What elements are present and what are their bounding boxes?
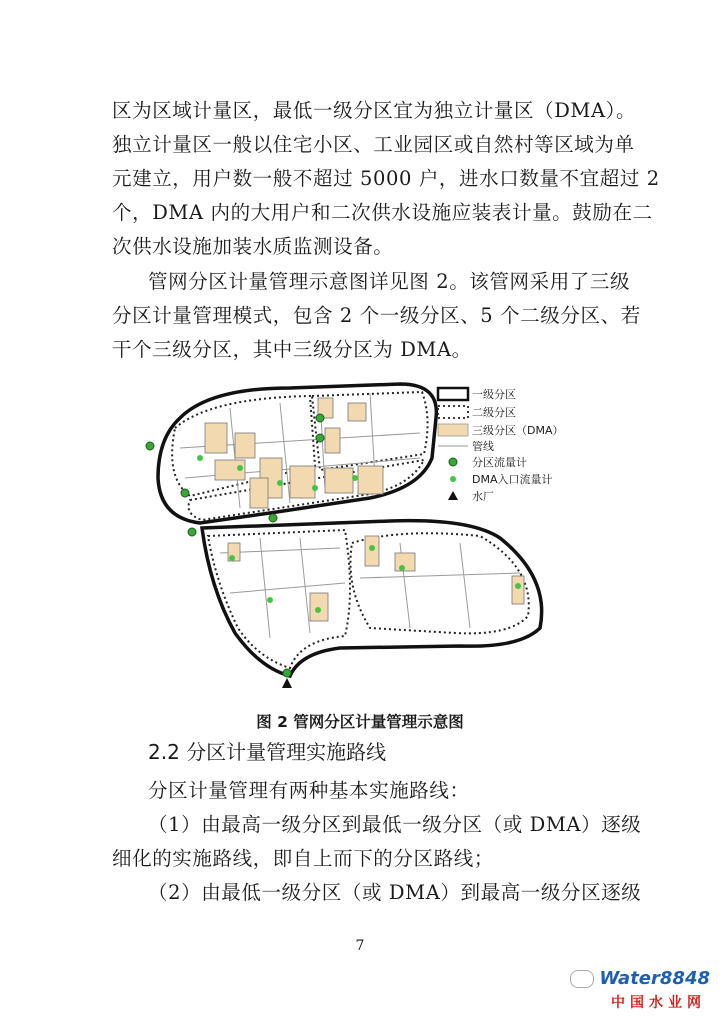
zone-meter [316,434,324,442]
dma-meter [267,597,273,603]
legend-level3: 三级分区（DMA） [472,424,564,437]
legend-pipe: 管线 [472,440,494,453]
legend [438,387,564,503]
zone-meter [188,528,196,536]
dma-meter [315,607,321,613]
legend-swatch-level2 [438,406,468,418]
zone-meter [269,514,277,522]
body-line-2: （1）由最高一级分区到最低一级分区（或 DMA）逐级 [148,813,642,836]
legend-plant: 水厂 [472,490,494,503]
body-line-4: （2）由最低一级分区（或 DMA）到最高一级分区逐级 [148,881,642,904]
legend-swatch-level1 [438,388,468,400]
zoning-figure [140,378,600,690]
dma-meter [515,583,521,589]
legend-level1: 一级分区 [472,388,516,401]
dma-meter [352,475,358,481]
level1-zone-north [158,384,436,523]
legend-dma-meter: DMA入口流量计 [472,473,553,486]
dma-meter [229,555,235,561]
legend-level2: 二级分区 [472,406,516,419]
figure-caption: 图 2 管网分区计量管理示意图 [256,713,464,731]
zoning-map [140,378,600,690]
watermark-top: Water8848 [599,968,710,989]
watermark-bottom: 中国水业网 [611,995,706,1011]
paragraph-line-6: 管网分区计量管理示意图详见图 2。该管网采用了三级 [148,270,631,293]
dma-meter [369,545,375,551]
dma-meter [399,565,405,571]
section-heading: 2.2 分区计量管理实施路线 [148,740,387,764]
legend-swatch-zone-meter [449,458,457,466]
paragraph-line-7: 分区计量管理模式，包含 2 个一级分区、5 个二级分区、若 [112,304,641,327]
legend-swatch-dma-meter [450,476,456,482]
legend-swatch-dma [438,424,468,436]
paragraph-line-4: 个，DMA 内的大用户和二次供水设施应装表计量。鼓励在二 [112,201,653,224]
paragraph-line-1: 区为区域计量区，最低一级分区宜为独立计量区（DMA）。 [112,99,637,122]
paragraph-line-2: 独立计量区一般以住宅小区、工业园区或自然村等区域为单 [112,133,635,156]
legend-swatch-plant [448,491,458,500]
paragraph-line-8: 干个三级分区，其中三级分区为 DMA。 [112,338,472,361]
water-plant-marker [282,678,292,688]
dma-meter [237,465,243,471]
dma-meter [312,485,318,491]
zone-meter [181,489,189,497]
paragraph-line-3: 元建立，用户数一般不超过 5000 户，进水口数量不宜超过 2 [112,167,660,190]
paragraph-line-5: 次供水设施加装水质监测设备。 [112,235,394,258]
wechat-badge-icon [570,970,594,988]
dma-meter [197,455,203,461]
dma-meter [277,480,283,486]
body-line-1: 分区计量管理有两种基本实施路线： [148,779,470,802]
zone-meter [316,414,324,422]
body-line-3: 细化的实施路线，即自上而下的分区路线； [112,847,494,870]
page-number: 7 [355,938,365,954]
legend-zone-meter: 分区流量计 [472,456,527,469]
zone-meter [146,442,154,450]
watermark-logo [570,968,710,1012]
zone-meter [283,669,291,677]
pipe-network [180,393,520,638]
